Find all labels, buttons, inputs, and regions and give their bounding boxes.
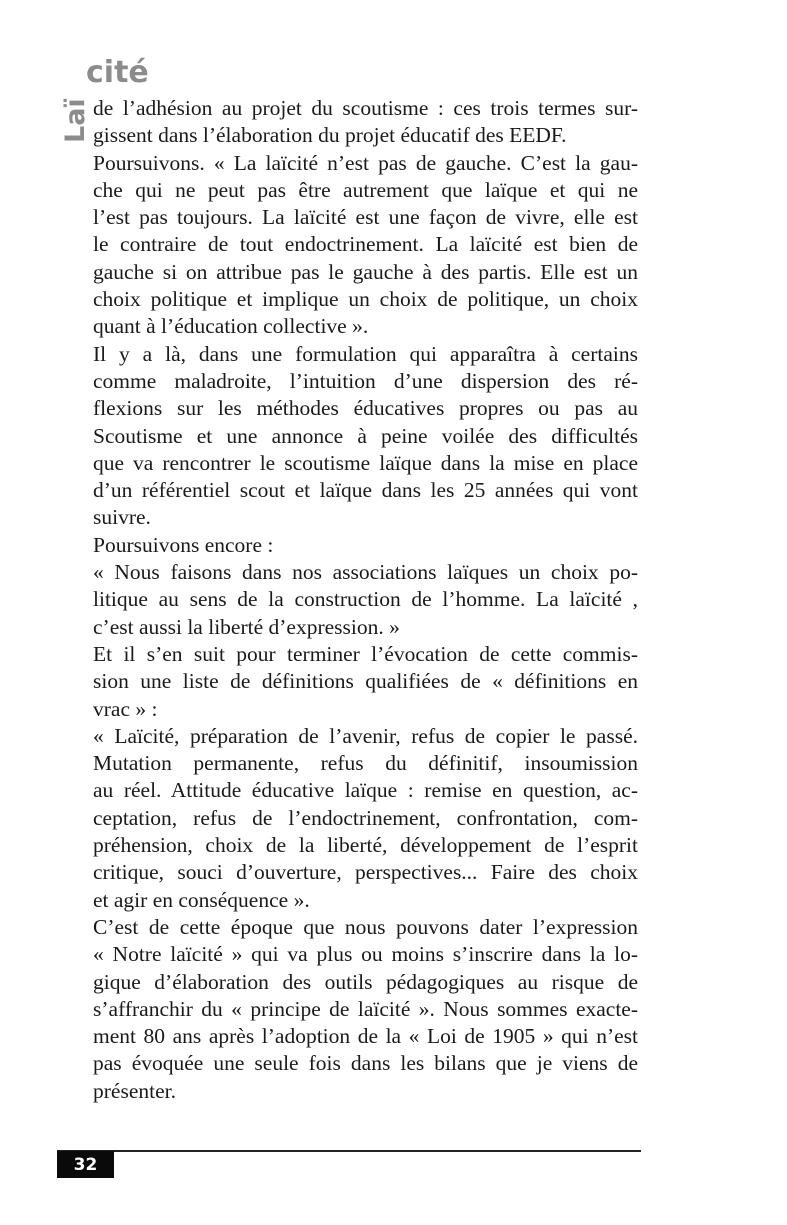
- logo-vertical-text: Laï: [60, 98, 91, 143]
- text-line: Scoutisme et une annonce à peine voilée des difficultés: [93, 423, 638, 448]
- text-line: et agir en conséquence ».: [93, 887, 310, 912]
- text-line: comme maladroite, l’intuition d’une dispersion des ré-: [93, 368, 638, 393]
- text-line: quant à l’éducation collective ».: [93, 314, 369, 339]
- text-line: de l’adhésion au projet du scoutisme : ces trois termes sur-: [93, 96, 638, 120]
- text-line: gique d’élaboration des outils pédagogiques au risque de: [93, 969, 638, 994]
- text-line: le contraire de tout endoctrinement. La laïcité est bien de: [93, 232, 638, 257]
- text-line: Et il s’en suit pour terminer l’évocation de cette commis-: [93, 641, 638, 666]
- text-line: c’est aussi la liberté d’expression. »: [93, 614, 400, 639]
- text-line: au réel. Attitude éducative laïque : remise en question, ac-: [93, 778, 638, 803]
- text-line: que va rencontrer le scoutisme laïque dans la mise en place: [93, 450, 638, 475]
- text-line: gauche si on attribue pas le gauche à des partis. Elle est un: [93, 259, 638, 284]
- text-line: d’un référentiel scout et laïque dans les 25 années qui vont: [93, 478, 638, 503]
- text-line: suivre.: [93, 505, 151, 530]
- text-line: pas évoquée une seule fois dans les bilans que je viens de: [93, 1051, 638, 1076]
- text-line: « Notre laïcité » qui va plus ou moins s’inscrire dans la lo-: [93, 942, 638, 967]
- text-line: choix politique et implique un choix de politique, un choix: [93, 287, 638, 312]
- text-line: sion une liste de définitions qualifiées de « définitions en: [93, 669, 638, 694]
- text-line: vrac » :: [93, 696, 158, 721]
- text-line: C’est de cette époque que nous pouvons dater l’expression: [93, 914, 638, 939]
- text-line: « Laïcité, préparation de l’avenir, refus de copier le passé.: [93, 723, 638, 748]
- text-line: Il y a là, dans une formulation qui apparaîtra à certains: [93, 341, 638, 366]
- text-line: flexions sur les méthodes éducatives propres ou pas au: [93, 396, 638, 421]
- text-line: présenter.: [93, 1078, 176, 1103]
- body-text: [93, 95, 638, 1105]
- footer-rule: [57, 1150, 641, 1152]
- text-line: « Nous faisons dans nos associations laïques un choix po-: [93, 560, 638, 585]
- text-line: gissent dans l’élaboration du projet éducatif des EEDF.: [93, 123, 567, 148]
- text-line: s’affranchir du « principe de laïcité ». Nous sommes exacte-: [93, 996, 638, 1021]
- text-line: l’est pas toujours. La laïcité est une façon de vivre, elle est: [93, 205, 638, 230]
- text-line: critique, souci d’ouverture, perspectives... Faire des choix: [93, 860, 638, 885]
- text-line: che qui ne peut pas être autrement que laïque et qui ne: [93, 177, 638, 202]
- logo-horizontal-text: cité: [86, 55, 149, 90]
- text-line: ceptation, refus de l’endoctrinement, confrontation, com-: [93, 805, 638, 830]
- page-number: 32: [57, 1151, 114, 1178]
- text-line: litique au sens de la construction de l’homme. La laïcité ,: [93, 587, 638, 612]
- text-line: Poursuivons. « La laïcité n’est pas de gauche. C’est la gau-: [93, 150, 638, 175]
- text-line: Poursuivons encore :: [93, 532, 274, 557]
- text-line: Mutation permanente, refus du définitif, insoumission: [93, 751, 638, 776]
- text-line: préhension, choix de la liberté, développement de l’esprit: [93, 833, 638, 858]
- text-line: ment 80 ans après l’adoption de la « Loi de 1905 » qui n’est: [93, 1024, 638, 1049]
